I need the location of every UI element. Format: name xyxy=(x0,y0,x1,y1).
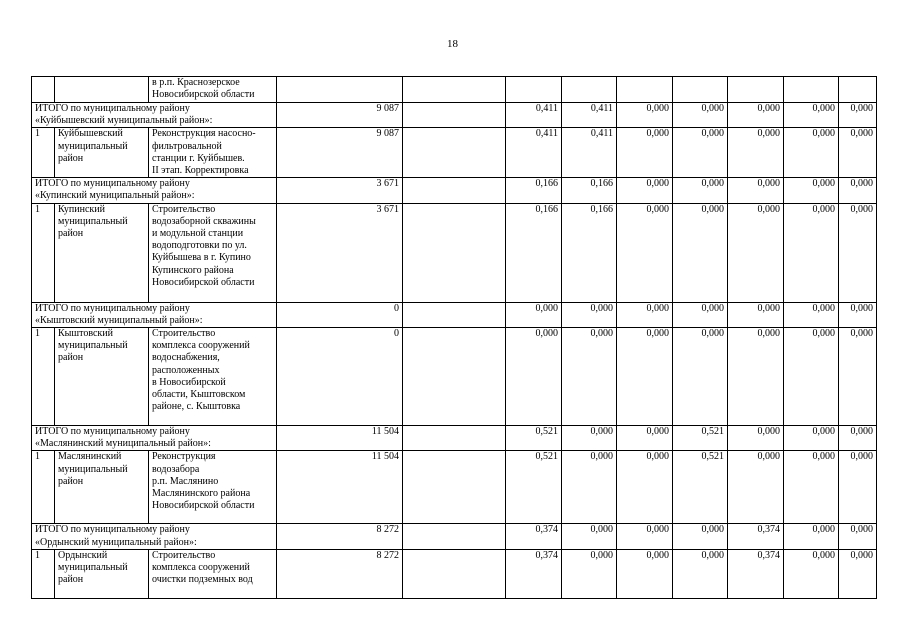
table-row xyxy=(32,328,877,426)
value-cell: 0,000 xyxy=(784,128,839,178)
value-cell xyxy=(839,77,877,103)
value-cell: 0,000 xyxy=(617,451,673,524)
value-cell: 0,166 xyxy=(562,203,617,302)
object-cell: Реконструкция насосно- фильтровальной станции г. Куйбышев. II этап. Корректировка xyxy=(149,128,277,178)
row-number-cell: 1 xyxy=(32,549,55,598)
total-row xyxy=(32,302,877,327)
value-cell: 0,374 xyxy=(506,524,562,549)
value-cell xyxy=(403,77,506,103)
object-cell: Строительство комплекса сооружений очистки подземных вод xyxy=(149,549,277,598)
district-cell: Куйбышевский муниципальный район xyxy=(55,128,149,178)
value-cell xyxy=(506,77,562,103)
district-cell: Купинский муниципальный район xyxy=(55,203,149,302)
table-row xyxy=(32,77,877,103)
value-cell: 0,000 xyxy=(839,178,877,203)
cost-cell: 0 xyxy=(277,328,403,426)
total-row xyxy=(32,178,877,203)
blank-cell xyxy=(403,302,506,327)
value-cell: 0,000 xyxy=(673,203,728,302)
value-cell: 0,374 xyxy=(728,524,784,549)
table-row xyxy=(32,549,877,598)
object-cell: в р.п. Краснозерское Новосибирской области xyxy=(149,77,277,103)
value-cell: 0,000 xyxy=(728,451,784,524)
value-cell: 0,000 xyxy=(617,128,673,178)
value-cell: 0,000 xyxy=(728,128,784,178)
cost-cell: 11 504 xyxy=(277,426,403,451)
blank-cell xyxy=(403,328,506,426)
value-cell: 0,521 xyxy=(506,451,562,524)
district-cell: Маслянинский муниципальный район xyxy=(55,451,149,524)
value-cell: 0,374 xyxy=(506,549,562,598)
value-cell: 0,000 xyxy=(839,549,877,598)
value-cell: 0,000 xyxy=(728,328,784,426)
table-row xyxy=(32,203,877,302)
value-cell: 0,374 xyxy=(728,549,784,598)
page-number: 18 xyxy=(447,38,458,50)
blank-cell xyxy=(403,549,506,598)
object-cell: Строительство водозаборной скважины и модульной станции водоподготовки по ул. Куйбышева в г. Купино Купинского района Новосибирской области xyxy=(149,203,277,302)
value-cell: 0,000 xyxy=(673,128,728,178)
blank-cell xyxy=(403,178,506,203)
value-cell xyxy=(784,77,839,103)
value-cell: 0,000 xyxy=(506,302,562,327)
cost-cell: 3 671 xyxy=(277,203,403,302)
row-number-cell: 1 xyxy=(32,328,55,426)
value-cell: 0,000 xyxy=(728,203,784,302)
value-cell: 0,000 xyxy=(784,328,839,426)
cost-cell: 0 xyxy=(277,302,403,327)
value-cell: 0,000 xyxy=(839,203,877,302)
value-cell: 0,000 xyxy=(839,103,877,128)
value-cell: 0,000 xyxy=(839,451,877,524)
value-cell: 0,000 xyxy=(562,302,617,327)
value-cell: 0,000 xyxy=(839,128,877,178)
total-label: ИТОГО по муниципальному району «Куйбышевский муниципальный район»: xyxy=(32,103,277,128)
total-row xyxy=(32,426,877,451)
value-cell: 0,411 xyxy=(562,103,617,128)
blank-cell xyxy=(403,103,506,128)
budget-table xyxy=(31,76,877,599)
blank-cell xyxy=(403,451,506,524)
value-cell: 0,000 xyxy=(617,302,673,327)
total-row xyxy=(32,524,877,549)
value-cell xyxy=(673,77,728,103)
district-cell: Ордынский муниципальный район xyxy=(55,549,149,598)
blank-cell xyxy=(403,203,506,302)
row-number-cell xyxy=(32,77,55,103)
value-cell: 0,166 xyxy=(506,178,562,203)
value-cell: 0,411 xyxy=(506,103,562,128)
row-number-cell: 1 xyxy=(32,203,55,302)
value-cell: 0,000 xyxy=(784,103,839,128)
cost-cell: 8 272 xyxy=(277,549,403,598)
value-cell: 0,000 xyxy=(673,178,728,203)
value-cell: 0,411 xyxy=(562,128,617,178)
total-label: ИТОГО по муниципальному району «Ордынский муниципальный район»: xyxy=(32,524,277,549)
value-cell: 0,000 xyxy=(617,524,673,549)
value-cell: 0,521 xyxy=(673,451,728,524)
value-cell: 0,000 xyxy=(617,203,673,302)
value-cell xyxy=(562,77,617,103)
value-cell: 0,000 xyxy=(673,328,728,426)
cost-cell xyxy=(277,77,403,103)
total-label: ИТОГО по муниципальному району «Кыштовский муниципальный район»: xyxy=(32,302,277,327)
cost-cell: 11 504 xyxy=(277,451,403,524)
value-cell: 0,000 xyxy=(784,203,839,302)
cost-cell: 9 087 xyxy=(277,103,403,128)
value-cell: 0,000 xyxy=(784,178,839,203)
value-cell: 0,000 xyxy=(839,426,877,451)
table-row xyxy=(32,128,877,178)
value-cell: 0,000 xyxy=(673,103,728,128)
table-row xyxy=(32,451,877,524)
district-cell: Кыштовский муниципальный район xyxy=(55,328,149,426)
value-cell: 0,000 xyxy=(728,426,784,451)
value-cell xyxy=(617,77,673,103)
value-cell: 0,166 xyxy=(562,178,617,203)
value-cell: 0,000 xyxy=(673,302,728,327)
value-cell: 0,000 xyxy=(784,549,839,598)
row-number-cell: 1 xyxy=(32,451,55,524)
value-cell: 0,166 xyxy=(506,203,562,302)
value-cell: 0,000 xyxy=(784,451,839,524)
value-cell: 0,000 xyxy=(673,549,728,598)
total-label: ИТОГО по муниципальному району «Маслянинский муниципальный район»: xyxy=(32,426,277,451)
row-number-cell: 1 xyxy=(32,128,55,178)
value-cell: 0,000 xyxy=(839,302,877,327)
value-cell: 0,000 xyxy=(617,549,673,598)
value-cell: 0,000 xyxy=(617,103,673,128)
value-cell: 0,411 xyxy=(506,128,562,178)
object-cell: Реконструкция водозабора р.п. Маслянино Маслянинского района Новосибирской области xyxy=(149,451,277,524)
value-cell: 0,000 xyxy=(562,426,617,451)
total-row xyxy=(32,103,877,128)
value-cell: 0,000 xyxy=(506,328,562,426)
cost-cell: 8 272 xyxy=(277,524,403,549)
value-cell: 0,000 xyxy=(562,451,617,524)
value-cell: 0,521 xyxy=(506,426,562,451)
value-cell: 0,000 xyxy=(784,524,839,549)
value-cell: 0,000 xyxy=(562,524,617,549)
value-cell: 0,000 xyxy=(617,328,673,426)
blank-cell xyxy=(403,128,506,178)
district-cell xyxy=(55,77,149,103)
value-cell: 0,000 xyxy=(562,549,617,598)
value-cell: 0,000 xyxy=(617,426,673,451)
total-label: ИТОГО по муниципальному району «Купинский муниципальный район»: xyxy=(32,178,277,203)
value-cell: 0,000 xyxy=(728,178,784,203)
value-cell: 0,000 xyxy=(839,524,877,549)
value-cell: 0,000 xyxy=(839,328,877,426)
value-cell: 0,000 xyxy=(784,426,839,451)
value-cell: 0,000 xyxy=(728,103,784,128)
value-cell: 0,521 xyxy=(673,426,728,451)
value-cell: 0,000 xyxy=(617,178,673,203)
blank-cell xyxy=(403,426,506,451)
value-cell: 0,000 xyxy=(784,302,839,327)
cost-cell: 9 087 xyxy=(277,128,403,178)
value-cell: 0,000 xyxy=(728,302,784,327)
value-cell xyxy=(728,77,784,103)
object-cell: Строительство комплекса сооружений водоснабжения, расположенных в Новосибирской области, Кыштовском районе, с. Кыштовка xyxy=(149,328,277,426)
cost-cell: 3 671 xyxy=(277,178,403,203)
value-cell: 0,000 xyxy=(562,328,617,426)
blank-cell xyxy=(403,524,506,549)
value-cell: 0,000 xyxy=(673,524,728,549)
